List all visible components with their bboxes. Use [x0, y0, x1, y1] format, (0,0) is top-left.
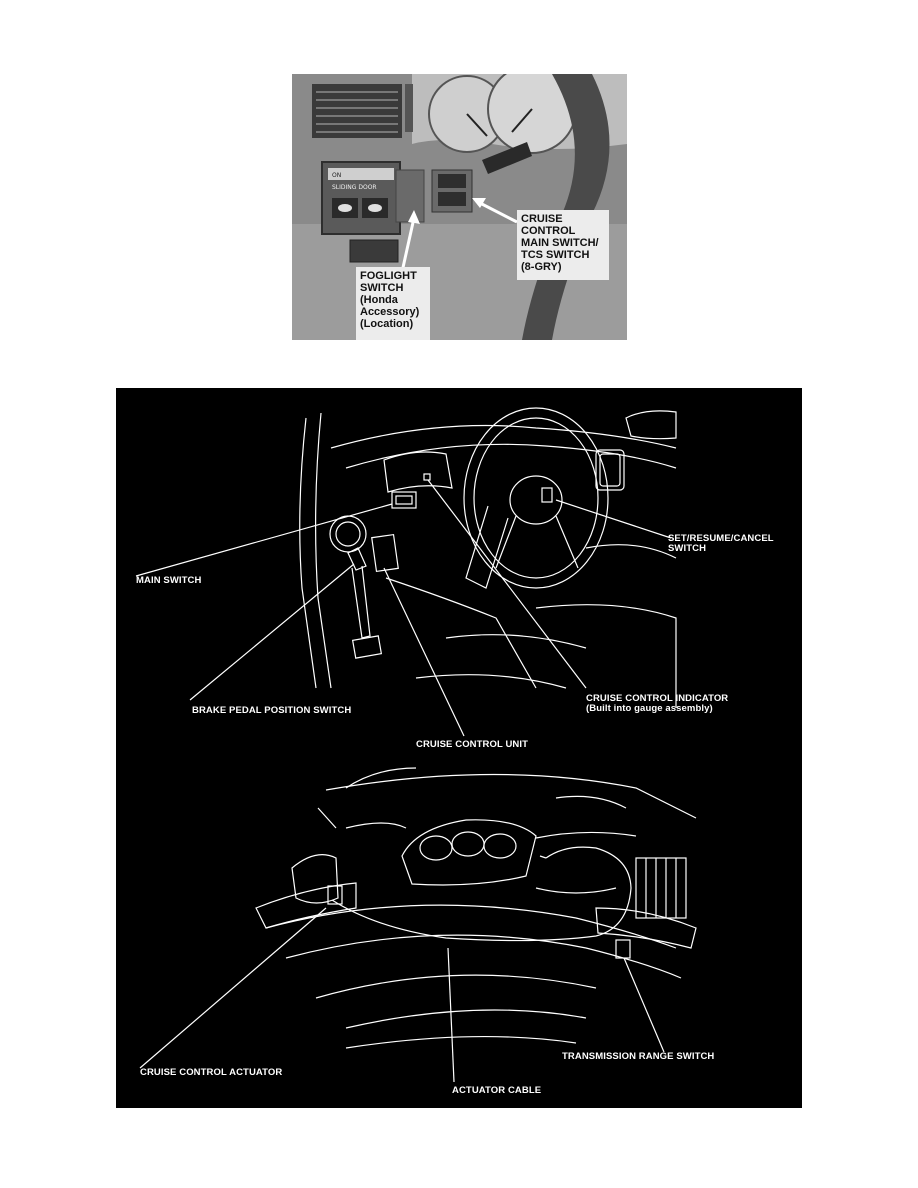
cruise-main-switch-callout: CRUISE CONTROL MAIN SWITCH/ TCS SWITCH (8-GRY) [517, 210, 609, 280]
set-resume-cancel-label: SET/RESUME/CANCEL SWITCH [668, 533, 774, 554]
cruise-switch-block [432, 170, 472, 212]
engine-bay-drawing [256, 768, 696, 1048]
dashboard-photo [292, 74, 627, 340]
cruise-actuator-label: CRUISE CONTROL ACTUATOR [140, 1067, 283, 1078]
main-switch-label: MAIN SWITCH [136, 575, 202, 586]
panel-on-text: ON [332, 172, 342, 179]
sliding-door-panel [322, 162, 400, 234]
foglight-switch-callout: FOGLIGHT SWITCH (Honda Accessory) (Location) [356, 267, 430, 340]
foglight-slot [396, 170, 424, 222]
actuator-cable-label: ACTUATOR CABLE [452, 1085, 542, 1096]
cruise-indicator-label: CRUISE CONTROL INDICATOR (Built into gauge assembly) [586, 693, 729, 714]
panel-sliding-door-text: SLIDING DOOR [332, 184, 377, 191]
cruise-unit-label: CRUISE CONTROL UNIT [416, 739, 529, 750]
lower-button [350, 240, 398, 262]
cruise-component-diagram [116, 388, 802, 1108]
transmission-range-label: TRANSMISSION RANGE SWITCH [562, 1051, 715, 1062]
dashboard-photo-drawing [292, 74, 627, 340]
brake-pedal-switch-label: BRAKE PEDAL POSITION SWITCH [192, 705, 352, 716]
air-vent [312, 84, 402, 138]
